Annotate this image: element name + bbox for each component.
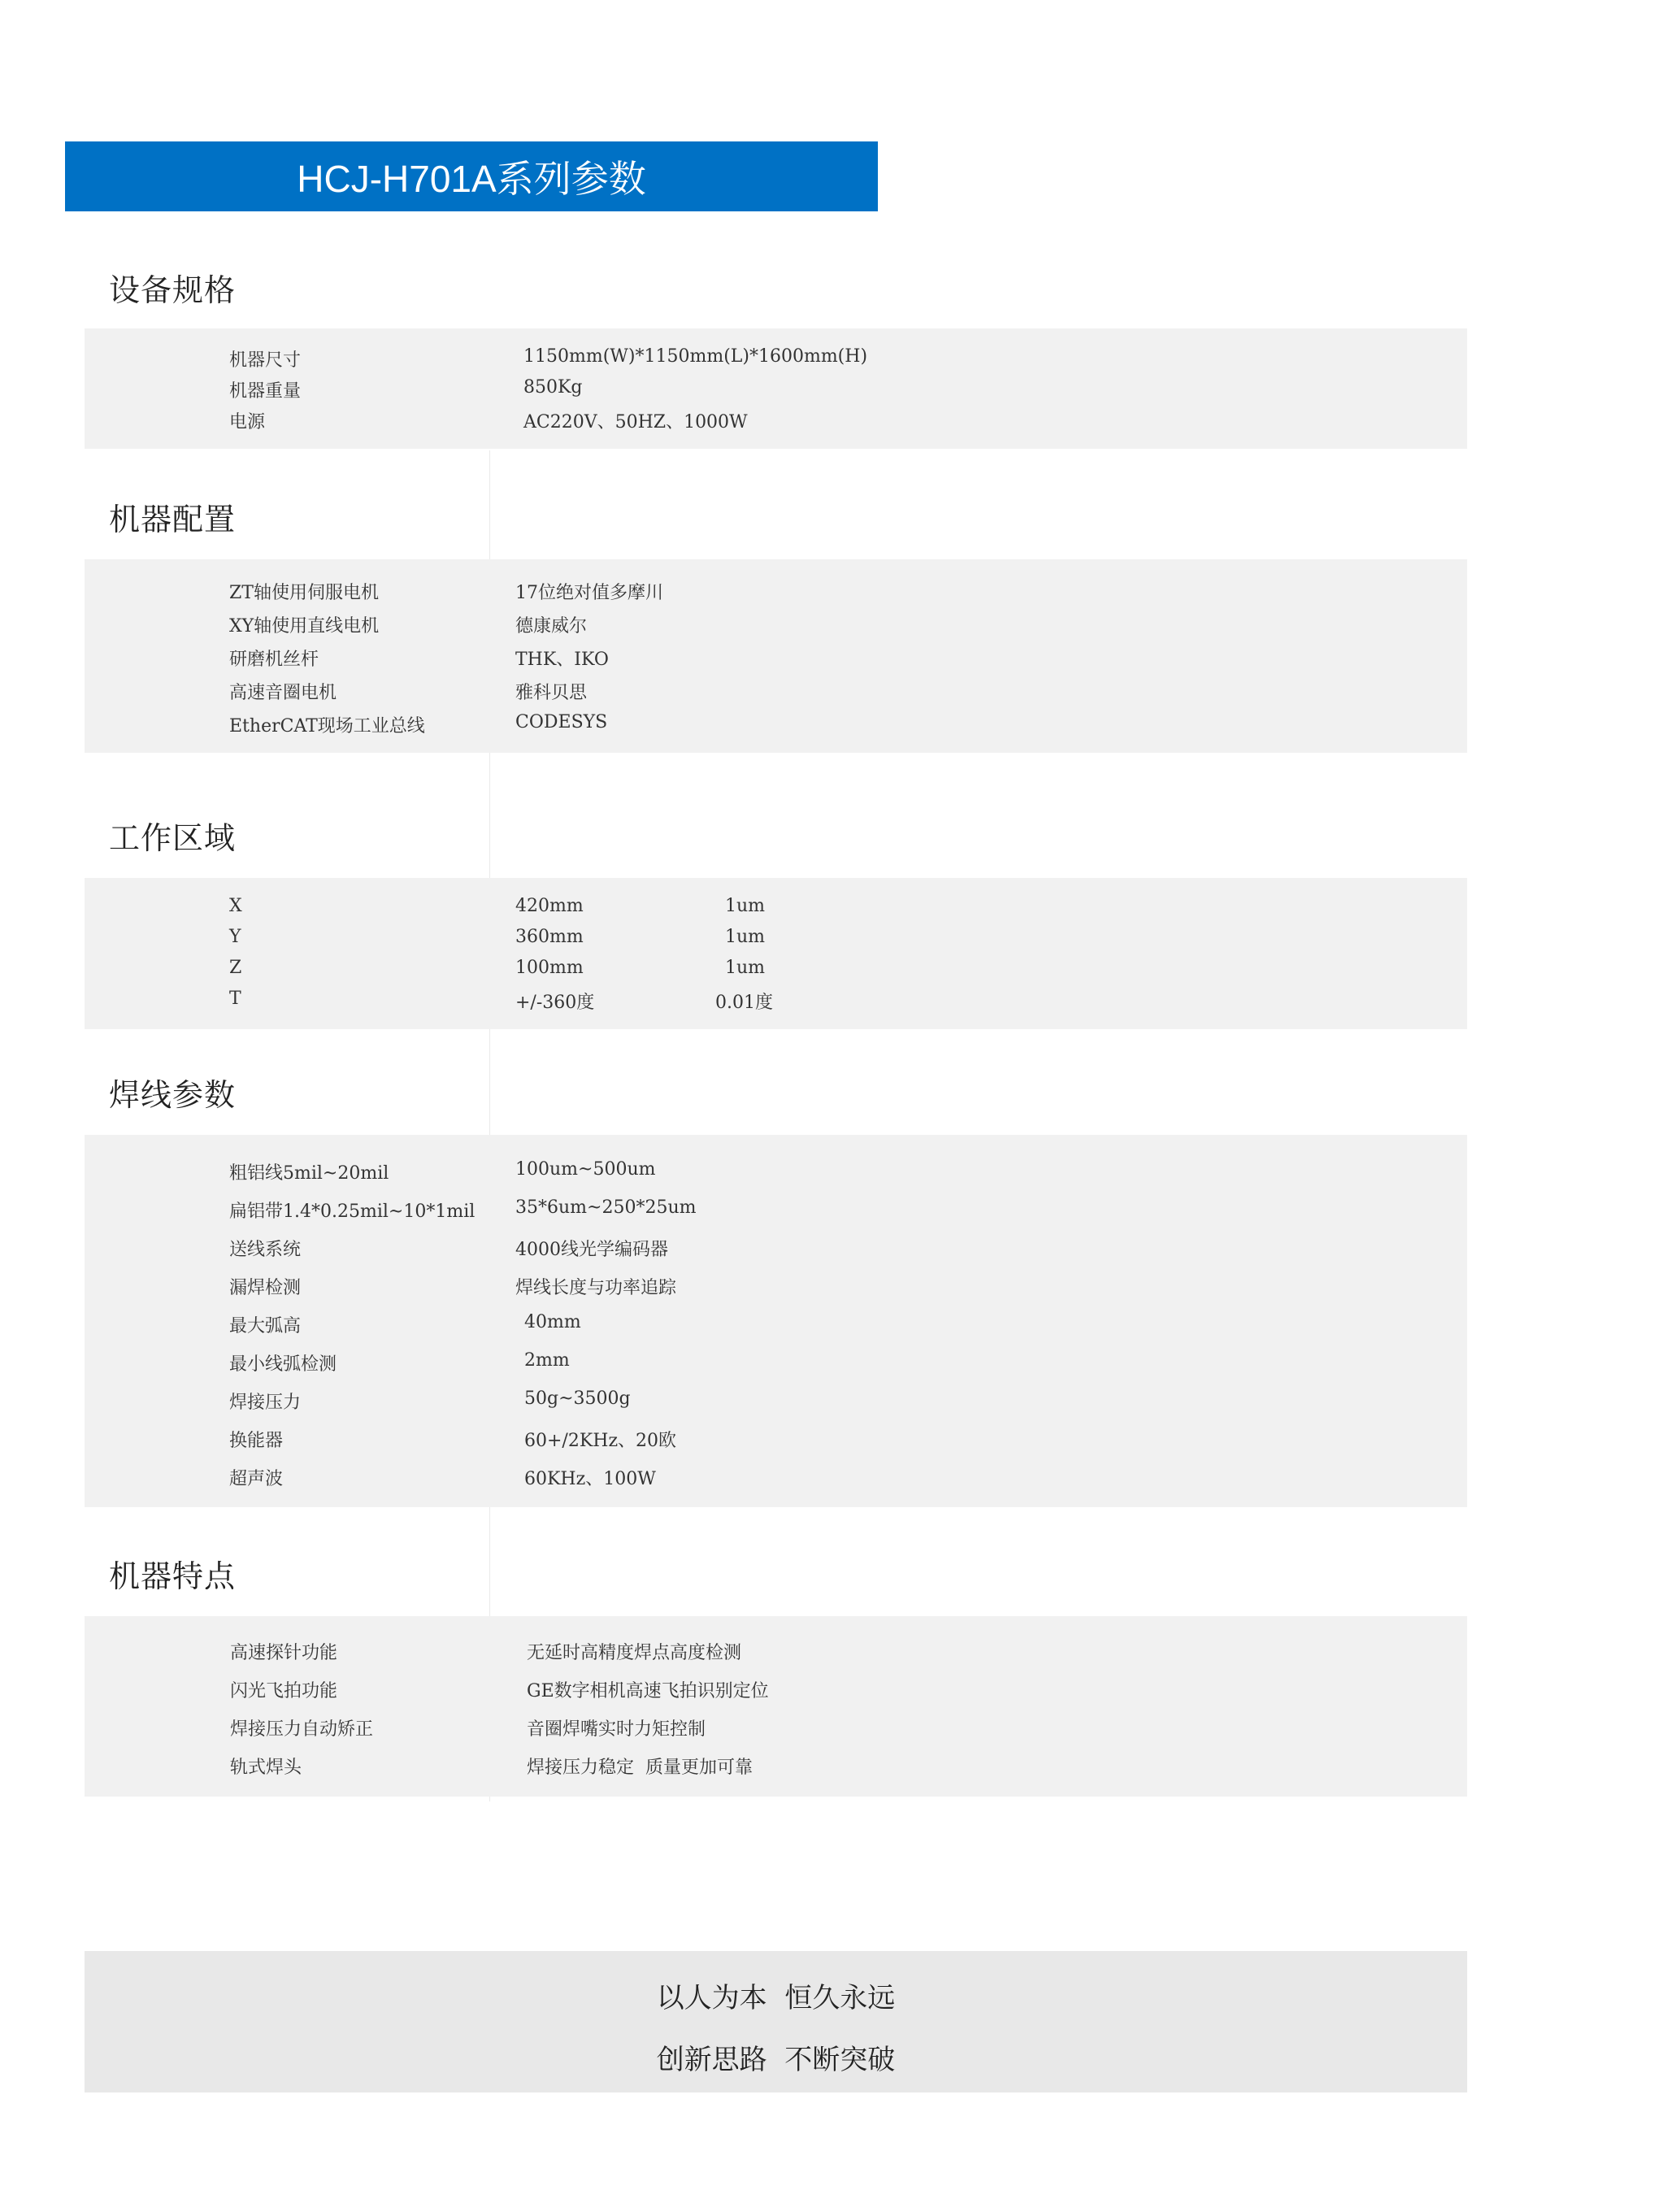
axis-resolution: 1um: [725, 927, 766, 947]
wire-value: 焊线长度与功率追踪: [515, 1278, 677, 1298]
wire-row: [85, 1274, 1467, 1306]
config-row: [85, 612, 1467, 645]
wire-row: [85, 1236, 1467, 1268]
feature-value: 焊接压力稳定 质量更加可靠: [527, 1758, 753, 1778]
config-row: [85, 712, 1467, 745]
wire-label: 焊接压力: [229, 1393, 302, 1413]
wire-value: 40mm: [524, 1312, 581, 1332]
wire-row: [85, 1350, 1467, 1383]
axis-range: 100mm: [515, 958, 584, 978]
page-title: HCJ-H701A系列参数: [297, 158, 646, 200]
work-area-row: [85, 958, 1467, 990]
axis-label: Y: [229, 927, 241, 947]
config-label: EtherCAT现场工业总线: [229, 716, 425, 737]
feature-value: 音圈焊嘴实时力矩控制: [527, 1719, 706, 1740]
spec-value: AC220V、50HZ、1000W: [523, 412, 748, 432]
wire-value: 50g~3500g: [524, 1388, 631, 1409]
axis-range: 420mm: [515, 896, 584, 916]
work-area-row: [85, 989, 1467, 1021]
wire-value: 4000线光学编码器: [515, 1240, 668, 1260]
config-label: 研磨机丝杆: [229, 650, 319, 670]
feature-label: 闪光飞拍功能: [230, 1681, 338, 1701]
config-value: 雅科贝思: [515, 683, 588, 703]
slogan-line-2: 创新思路 不断突破: [656, 2044, 896, 2076]
wire-row: [85, 1465, 1467, 1497]
feature-value: GE数字相机高速飞拍识别定位: [527, 1681, 769, 1701]
section-title-spec: 设备规格: [109, 272, 237, 308]
config-row: [85, 645, 1467, 678]
wire-row: [85, 1427, 1467, 1459]
axis-resolution: 1um: [725, 896, 766, 916]
spec-label: 机器重量: [229, 381, 302, 402]
axis-range: +/-360度: [515, 993, 595, 1013]
wire-label: 换能器: [229, 1431, 284, 1451]
config-label: ZT轴使用伺服电机: [229, 583, 379, 603]
spec-value: 850Kg: [523, 377, 583, 398]
axis-resolution: 1um: [725, 958, 766, 978]
wire-label: 粗铝线5mil~20mil: [229, 1163, 389, 1184]
axis-label: Z: [229, 958, 242, 978]
page-title-banner: [65, 141, 878, 211]
axis-resolution: 0.01度: [715, 993, 773, 1013]
wire-panel: [85, 1135, 1467, 1507]
feature-label: 焊接压力自动矫正: [230, 1719, 374, 1740]
feature-row: [85, 1754, 1467, 1786]
slogan-line-1: 以人为本 恒久永远: [656, 1982, 896, 2014]
config-value: 17位绝对值多摩川: [515, 583, 663, 603]
spec-panel: [85, 328, 1467, 449]
feature-label: 轨式焊头: [230, 1758, 302, 1778]
wire-value: 2mm: [524, 1350, 570, 1371]
wire-value: 60+/2KHz、20欧: [524, 1431, 677, 1451]
work-area-row: [85, 896, 1467, 928]
config-row: [85, 679, 1467, 711]
section-title-work-area: 工作区域: [109, 820, 237, 856]
config-value: CODESYS: [515, 712, 608, 732]
features-panel: [85, 1616, 1467, 1797]
config-value: 德康威尔: [515, 616, 588, 637]
wire-row: [85, 1159, 1467, 1192]
wire-row: [85, 1197, 1467, 1230]
wire-value: 35*6um~250*25um: [515, 1197, 697, 1218]
footer-slogan: [85, 1951, 1467, 2092]
spec-value: 1150mm(W)*1150mm(L)*1600mm(H): [523, 346, 868, 367]
config-panel: [85, 559, 1467, 753]
axis-label: T: [229, 989, 241, 1009]
feature-label: 高速探针功能: [230, 1643, 338, 1663]
config-row: [85, 579, 1467, 611]
wire-value: 100um~500um: [515, 1159, 656, 1180]
wire-label: 送线系统: [229, 1240, 302, 1260]
spec-row: [85, 408, 1467, 441]
spec-label: 机器尺寸: [229, 350, 302, 371]
wire-value: 60KHz、100W: [524, 1469, 656, 1489]
wire-label: 漏焊检测: [229, 1278, 302, 1298]
axis-range: 360mm: [515, 927, 584, 947]
wire-label: 超声波: [229, 1469, 284, 1489]
work-area-row: [85, 927, 1467, 959]
config-value: THK、IKO: [515, 650, 609, 670]
spec-label: 电源: [229, 412, 266, 432]
section-title-wire: 焊线参数: [109, 1077, 237, 1113]
axis-label: X: [229, 896, 242, 916]
wire-label: 扁铝带1.4*0.25mil~10*1mil: [229, 1202, 476, 1222]
config-label: XY轴使用直线电机: [229, 616, 380, 637]
spec-row: [85, 346, 1467, 379]
feature-row: [85, 1677, 1467, 1710]
wire-label: 最小线弧检测: [229, 1354, 337, 1375]
feature-value: 无延时高精度焊点高度检测: [527, 1643, 742, 1663]
wire-row: [85, 1388, 1467, 1421]
wire-row: [85, 1312, 1467, 1345]
spec-row: [85, 377, 1467, 410]
feature-row: [85, 1639, 1467, 1671]
section-title-features: 机器特点: [109, 1558, 237, 1594]
work-area-panel: [85, 878, 1467, 1029]
section-title-config: 机器配置: [109, 502, 237, 537]
feature-row: [85, 1715, 1467, 1748]
config-label: 高速音圈电机: [229, 683, 337, 703]
wire-label: 最大弧高: [229, 1316, 302, 1336]
